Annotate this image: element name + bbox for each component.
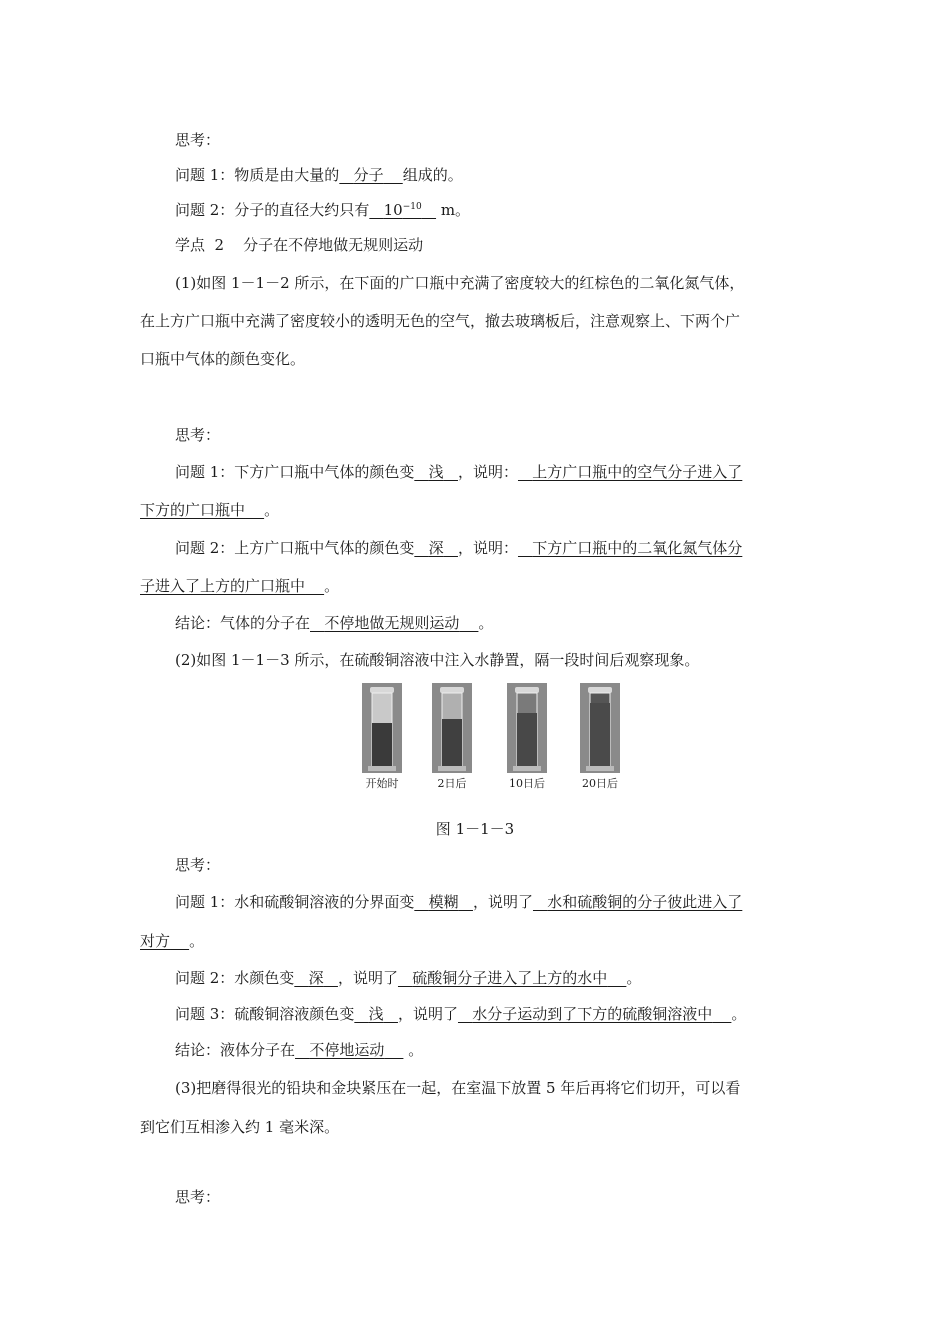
caption-start: 开始时 [365, 777, 399, 790]
question-water-darker: 问题 2：水颜色变 深 ，说明了 硫酸铜分子进入了上方的水中 。 [175, 969, 642, 987]
think-label-1: 思考： [175, 131, 221, 149]
caption-10-days: 10日后 [509, 777, 545, 790]
think-label-4: 思考： [175, 1188, 221, 1206]
think-label-3: 思考： [175, 856, 221, 874]
cylinder-2-days-image [432, 683, 472, 773]
question-interface-blurred-cont: 对方 。 [140, 932, 205, 950]
question-gas-lighter-cont: 下方的广口瓶中 。 [140, 501, 280, 519]
conclusion-gas: 结论：气体的分子在 不停地做无规则运动 。 [175, 614, 494, 632]
para-3-line-1: (3)把磨得很光的铅块和金块紧压在一起，在室温下放置 5 年后再将它们切开，可以看 [175, 1079, 741, 1097]
think-label-2: 思考： [175, 426, 221, 444]
para-1-line-2: 在上方广口瓶中充满了密度较小的透明无色的空气，撤去玻璃板后，注意观察上、下两个广 [140, 312, 741, 330]
answer-molecules: 分子 [353, 166, 384, 184]
question-2-diameter: 问题 2：分子的直径大约只有 $10^{-10}$ m。 [175, 201, 471, 219]
para-1-line-1: (1)如图 1－1－2 所示，在下面的广口瓶中充满了密度较大的红棕色的二氧化氮气体， [175, 274, 745, 292]
question-gas-lighter: 问题 1：下方广口瓶中气体的颜色变 浅 ，说明： 上方广口瓶中的空气分子进入了 [175, 463, 743, 481]
question-gas-darker: 问题 2：上方广口瓶中气体的颜色变 深 ，说明： 下方广口瓶中的二氧化氮气体分 [175, 539, 743, 557]
section-title-point-2: 学点 2 分子在不停地做无规则运动 [175, 236, 424, 254]
question-1-molecules: 问题 1：物质是由大量的 分子 组成的。 [175, 166, 463, 184]
para-3-line-2: 到它们互相渗入约 1 毫米深。 [140, 1118, 340, 1136]
cylinder-10-days-image [507, 683, 547, 773]
cylinder-20-days-image [580, 683, 620, 773]
para-2: (2)如图 1－1－3 所示，在硫酸铜溶液中注入水静置，隔一段时间后观察现象。 [175, 651, 700, 669]
caption-2-days: 2日后 [437, 777, 467, 790]
para-1-line-3: 口瓶中气体的颜色变化。 [140, 350, 306, 368]
caption-20-days: 20日后 [582, 777, 618, 790]
question-gas-darker-cont: 子进入了上方的广口瓶中 。 [140, 577, 340, 595]
cylinder-start-image [362, 683, 402, 773]
question-solution-lighter: 问题 3：硫酸铜溶液颜色变 浅 ，说明了 水分子运动到了下方的硫酸铜溶液中 。 [175, 1005, 747, 1023]
figure-title: 图 1－1－3 [435, 820, 515, 838]
question-interface-blurred: 问题 1：水和硫酸铜溶液的分界面变 模糊 ，说明了 水和硫酸铜的分子彼此进入了 [175, 893, 743, 911]
conclusion-liquid: 结论：液体分子在 不停地运动 。 [175, 1041, 424, 1059]
